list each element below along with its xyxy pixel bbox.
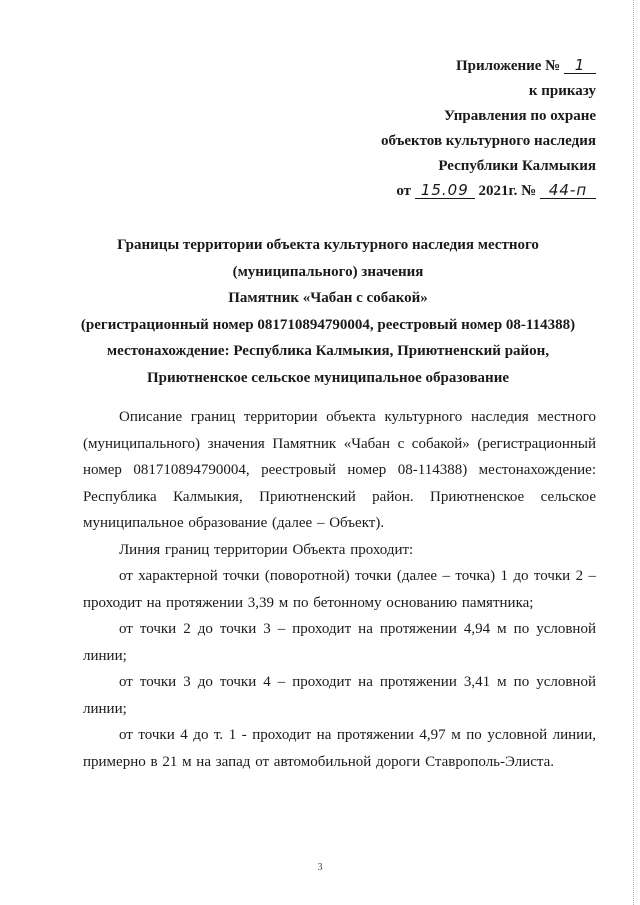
- title-line-1: Границы территории объекта культурного наследия местного: [117, 237, 539, 253]
- scan-edge-line: [632, 0, 634, 905]
- body-paragraph-description: Описание границ территории объекта культурного наследия местного (муниципального) значения Памятник «Чабан с собакой» (регистрационный номер 081710894790004, реестровый номер 08-114388) местонахождение: Республика Калмыкия, Приютненский район. Приютненское сельское муниципальное образование (далее – Объект).: [83, 409, 596, 531]
- date-prefix: от: [396, 183, 412, 199]
- order-number-handwritten: 44-п: [540, 182, 596, 199]
- year-text: 2021г. №: [478, 183, 537, 199]
- document-body: [83, 404, 596, 775]
- document-title: [60, 232, 596, 391]
- appendix-line: [296, 54, 596, 79]
- header-line-republic: Республики Калмыкия: [438, 158, 596, 174]
- header-date-line: [296, 179, 596, 204]
- header-line-department: Управления по охране: [443, 108, 596, 124]
- title-line-2: (муниципального) значения: [232, 263, 424, 280]
- appendix-number-handwritten: 1: [564, 57, 596, 74]
- appendix-label: Приложение №: [455, 58, 561, 74]
- date-handwritten: 15.09: [415, 182, 475, 199]
- body-paragraph-segment-4-1: от точки 4 до т. 1 - проходит на протяжении 4,97 м по условной линии, примерно в 21 м на запад от автомобильной дороги Ставрополь-Элиста.: [83, 727, 596, 770]
- title-line-5: местонахождение: Республика Калмыкия, Приютненский район,: [106, 343, 550, 359]
- page-number: 3: [317, 862, 323, 873]
- body-paragraph-boundary-intro: Линия границ территории Объекта проходит:: [119, 541, 414, 558]
- body-paragraph-segment-2-3: от точки 2 до точки 3 – проходит на протяжении 4,94 м по условной линии;: [83, 621, 596, 664]
- title-line-6: Приютненское сельское муниципальное образование: [146, 369, 509, 386]
- header-line-heritage: объектов культурного наследия: [380, 133, 596, 149]
- appendix-header: [296, 54, 596, 204]
- title-line-4: (регистрационный номер 081710894790004, реестровый номер 08-114388): [80, 316, 576, 333]
- title-line-3: Памятник «Чабан с собакой»: [228, 290, 428, 306]
- body-paragraph-segment-1-2: от характерной точки (поворотной) точки (далее – точка) 1 до точки 2 – проходит на протяжении 3,39 м по бетонному основанию памятника;: [83, 568, 596, 611]
- body-paragraph-segment-3-4: от точки 3 до точки 4 – проходит на протяжении 3,41 м по условной линии;: [83, 674, 596, 717]
- header-line-order: к приказу: [528, 83, 596, 99]
